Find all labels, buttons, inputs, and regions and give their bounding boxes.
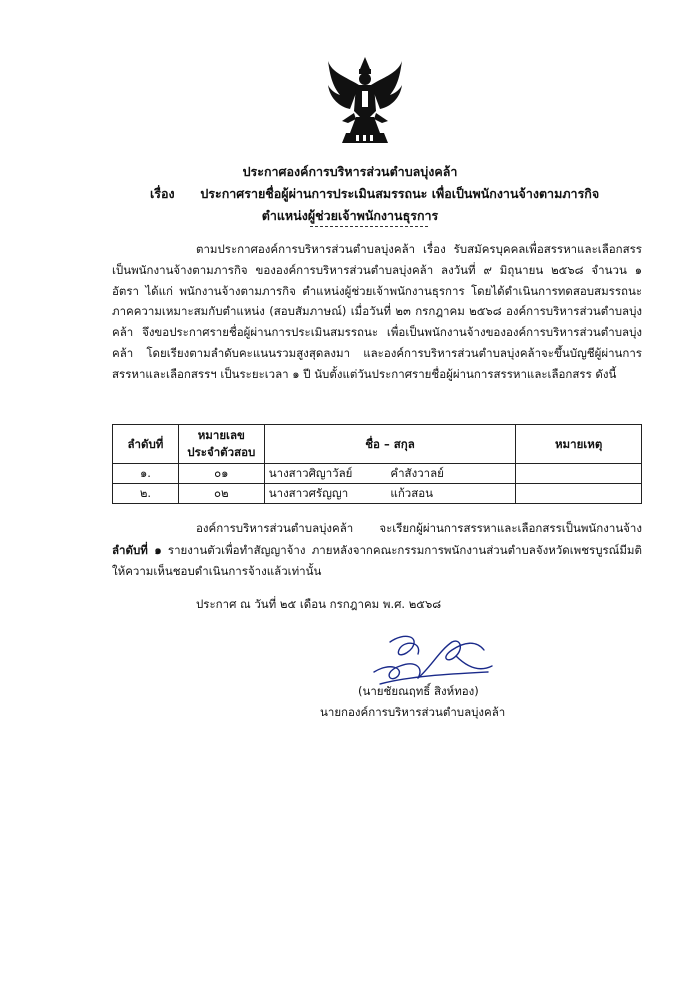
document-title: ประกาศองค์การบริหารส่วนตำบลบุ่งคล้า	[242, 164, 458, 179]
row-remark	[516, 484, 642, 504]
body-paragraph-2	[112, 518, 642, 583]
col-exam-number	[178, 425, 264, 464]
col-name: ชื่อ – สกุล	[264, 425, 516, 464]
body-paragraph-1	[112, 239, 642, 385]
row-last-name: คำสังวาลย์	[390, 465, 444, 480]
paragraph-2-part1: องค์การบริหารส่วนตำบลบุ่งคล้า จะเรียกผู้ผ่านการสรรหาและเลือกสรรเป็นพนักงานจ้าง	[196, 521, 642, 535]
col-remark: หมายเหตุ	[516, 425, 642, 464]
col-exam-number-line2: ประจำตัวสอบ	[187, 445, 256, 459]
divider	[310, 226, 428, 227]
paragraph-2-part2: รายงานตัวเพื่อทำสัญญาจ้าง ภายหลังจากคณะกรรมการพนักงานส่วนตำบลจังหวัดเพชรบูรณ์มีมติให้ความเห็นชอบดำเนินการจ้างแล้วเท่านั้น	[112, 542, 642, 578]
row-last-name: แก้วสอน	[390, 485, 434, 500]
row-exam-number: ๐๑	[178, 464, 264, 484]
col-order: ลำดับที่	[113, 425, 179, 464]
subject-label: เรื่อง	[150, 186, 175, 201]
row-order: ๑.	[113, 464, 179, 484]
subject-line-2: ตำแหน่งผู้ช่วยเจ้าพนักงานธุรการ	[261, 208, 439, 223]
table-row	[113, 484, 642, 504]
announcement-date: ประกาศ ณ วันที่ ๒๕ เดือน กรกฎาคม พ.ศ. ๒๕๖๘	[196, 597, 442, 611]
row-first-name: นางสาวศรัญญา	[268, 485, 349, 500]
subject-text: ประกาศรายชื่อผู้ผ่านการประเมินสมรรถนะ เพื่อเป็นพนักงานจ้างตามภารกิจ	[200, 186, 600, 201]
row-name	[264, 464, 516, 484]
row-name	[264, 484, 516, 504]
row-exam-number: ๐๒	[178, 484, 264, 504]
signer-name: (นายชัยณฤทธิ์ สิงห์ทอง)	[358, 684, 479, 698]
garuda-emblem	[326, 55, 404, 145]
subject-line	[150, 184, 599, 204]
row-remark	[516, 464, 642, 484]
results-table	[112, 424, 642, 504]
paragraph-1-text: ตามประกาศองค์การบริหารส่วนตำบลบุ่งคล้า เรื่อง รับสมัครบุคคลเพื่อสรรหาและเลือกสรรเป็นพนักงานจ้างตามภารกิจ ขององค์การบริหารส่วนตำบลบุ่งคล้า ลงวันที่ ๙ มิถุนายน ๒๕๖๘ จำนวน ๑ อัตรา ได้แก่ พนักงานจ้างตามภารกิจ ตำแหน่งผู้ช่วยเจ้าพนักงานธุรการ โดยได้ดำเนินการทดสอบสมรรถนะภาคความเหมาะสมกับตำแหน่ง (สอบสัมภาษณ์) เมื่อวันที่ ๒๓ กรกฎาคม ๒๕๖๘ องค์การบริหารส่วนตำบลบุ่งคล้า จึงขอประกาศรายชื่อผู้ผ่านการประเมินสมรรถนะ เพื่อเป็นพนักงานจ้างขององค์การบริหารส่วนตำบลบุ่งคล้า โดยเรียงตามลำดับคะแนนรวมสูงสุดลงมา และองค์การบริหารส่วนตำบลบุ่งคล้าจะขึ้นบัญชีผู้ผ่านการสรรหาและเลือกสรรฯ เป็นระยะเวลา ๑ ปี นับตั้งแต่วันประกาศรายชื่อผู้ผ่านการสรรหาและเลือกสรร ดังนี้	[112, 242, 642, 381]
col-exam-number-line1: หมายเลข	[197, 428, 245, 442]
table-header-row	[113, 425, 642, 464]
row-order: ๒.	[113, 484, 179, 504]
table-row	[113, 464, 642, 484]
paragraph-2-bold: ลำดับที่ ๑	[112, 542, 162, 557]
row-first-name: นางสาวศิญาวัลย์	[268, 465, 353, 480]
signer-position: นายกองค์การบริหารส่วนตำบลบุ่งคล้า	[320, 705, 506, 719]
